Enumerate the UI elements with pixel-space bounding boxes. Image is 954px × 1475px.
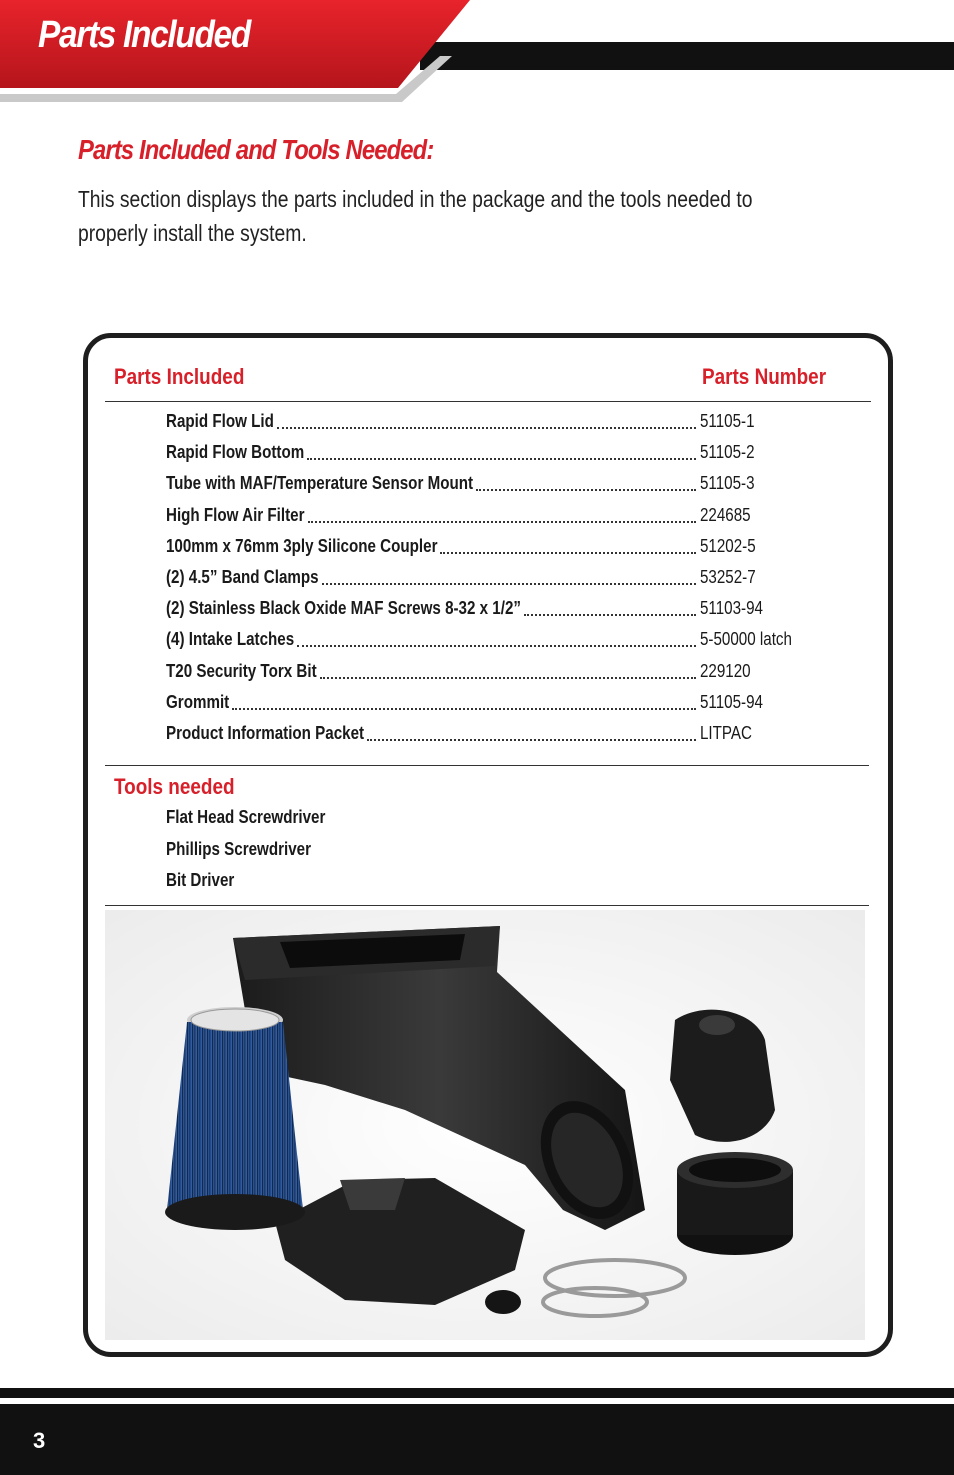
- parts-row: [166, 566, 816, 590]
- part-name: T20 Security Torx Bit: [166, 659, 317, 681]
- parts-row: [166, 660, 816, 684]
- grommet: [485, 1290, 521, 1314]
- dot-leader: [308, 521, 696, 523]
- part-number: 51105-2: [700, 441, 755, 463]
- page-header: [0, 0, 954, 104]
- parts-row: [166, 722, 816, 746]
- footer-rule: [0, 1388, 954, 1398]
- dot-leader: [307, 458, 696, 460]
- dot-leader: [367, 739, 696, 741]
- part-name: Rapid Flow Bottom: [166, 441, 305, 463]
- part-name: Product Information Packet: [166, 722, 365, 743]
- photo-divider: [105, 905, 869, 906]
- air-filter: [165, 1007, 305, 1230]
- part-number: 53252-7: [700, 566, 756, 587]
- part-name: Tube with MAF/Temperature Sensor Mount: [166, 472, 474, 494]
- parts-number-column-header: Parts Number: [702, 364, 827, 389]
- part-number: 51103-94: [700, 597, 763, 619]
- page-footer: [0, 1404, 954, 1475]
- part-name: High Flow Air Filter: [166, 503, 305, 525]
- intro-paragraph: This section displays the parts included in the package and the tools needed to properly install the system.: [78, 186, 753, 246]
- part-name: (2) Stainless Black Oxide MAF Screws 8-32 x 1/2”: [166, 597, 521, 619]
- parts-row: [166, 597, 816, 621]
- parts-column-header: Parts Included: [114, 364, 245, 389]
- part-number: 229120: [700, 659, 751, 681]
- dot-leader: [476, 489, 696, 491]
- parts-row: [166, 535, 816, 559]
- part-number: 51202-5: [700, 534, 756, 556]
- part-number: 51105-94: [700, 690, 763, 712]
- parts-row: [166, 504, 816, 528]
- dot-leader: [440, 552, 696, 554]
- part-name: Rapid Flow Lid: [166, 410, 274, 431]
- part-name: (2) 4.5” Band Clamps: [166, 566, 319, 587]
- tool-item: Bit Driver: [166, 869, 235, 890]
- parts-row: [166, 472, 816, 496]
- dot-leader: [277, 427, 696, 429]
- tools-heading: Tools needed: [114, 774, 235, 799]
- header-divider: [105, 401, 871, 402]
- tool-item: Phillips Screwdriver: [166, 838, 312, 859]
- dot-leader: [524, 614, 696, 616]
- parts-row: [166, 410, 816, 434]
- dot-leader: [320, 677, 696, 679]
- part-number: 51105-3: [700, 472, 755, 494]
- dot-leader: [297, 645, 696, 647]
- dot-leader: [232, 708, 696, 710]
- part-number: 5-50000 latch: [700, 628, 792, 650]
- part-name: Grommit: [166, 690, 230, 712]
- parts-row: [166, 628, 816, 652]
- tool-item: Flat Head Screwdriver: [166, 806, 326, 827]
- section-heading: Parts Included and Tools Needed:: [78, 134, 434, 165]
- page-title: Parts Included: [38, 14, 250, 56]
- part-number: LITPAC: [700, 722, 752, 743]
- part-name: (4) Intake Latches: [166, 628, 295, 650]
- tools-divider: [105, 765, 869, 766]
- parts-row: [166, 691, 816, 715]
- dot-leader: [322, 583, 696, 585]
- part-number: 224685: [700, 503, 751, 525]
- part-name: 100mm x 76mm 3ply Silicone Coupler: [166, 534, 438, 556]
- product-photo: [105, 910, 865, 1340]
- page-number: 3: [33, 1428, 46, 1453]
- part-number: 51105-1: [700, 410, 755, 431]
- parts-row: [166, 441, 816, 465]
